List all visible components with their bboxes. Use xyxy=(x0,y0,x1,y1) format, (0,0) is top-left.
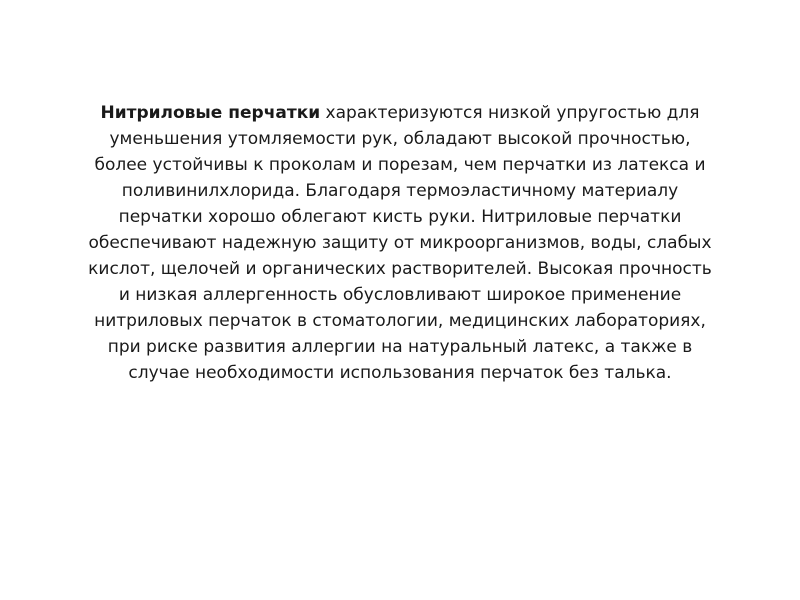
text-line-9: нитриловых перчаток в стоматологии, медицинских лабораториях, xyxy=(94,311,706,331)
text-line-2: уменьшения утомляемости рук, обладают высокой прочностью, xyxy=(109,129,691,149)
text-line-3: более устойчивы к проколам и порезам, чем перчатки из латекса и xyxy=(94,155,706,175)
text-line-4: поливинилхлорида. Благодаря термоэластичному материалу xyxy=(121,181,679,201)
text-line-5: перчатки хорошо облегают кисть руки. Нитриловые перчатки xyxy=(118,207,682,227)
body-text xyxy=(40,100,760,386)
text-line-7: кислот, щелочей и органических растворителей. Высокая прочность xyxy=(88,259,712,279)
text-line-11: случае необходимости использования перчаток без талька. xyxy=(128,363,672,383)
text-line-1 xyxy=(40,100,760,126)
text-line-8: и низкая аллергенность обусловливают широкое применение xyxy=(118,285,682,305)
text-line-1-rest: характеризуются низкой упругостью для xyxy=(320,103,700,123)
text-line-6: обеспечивают надежную защиту от микроорганизмов, воды, слабых xyxy=(88,233,712,253)
text-line-10: при риске развития аллергии на натуральный латекс, а также в xyxy=(107,337,693,357)
lead-term: Нитриловые перчатки xyxy=(100,103,321,123)
